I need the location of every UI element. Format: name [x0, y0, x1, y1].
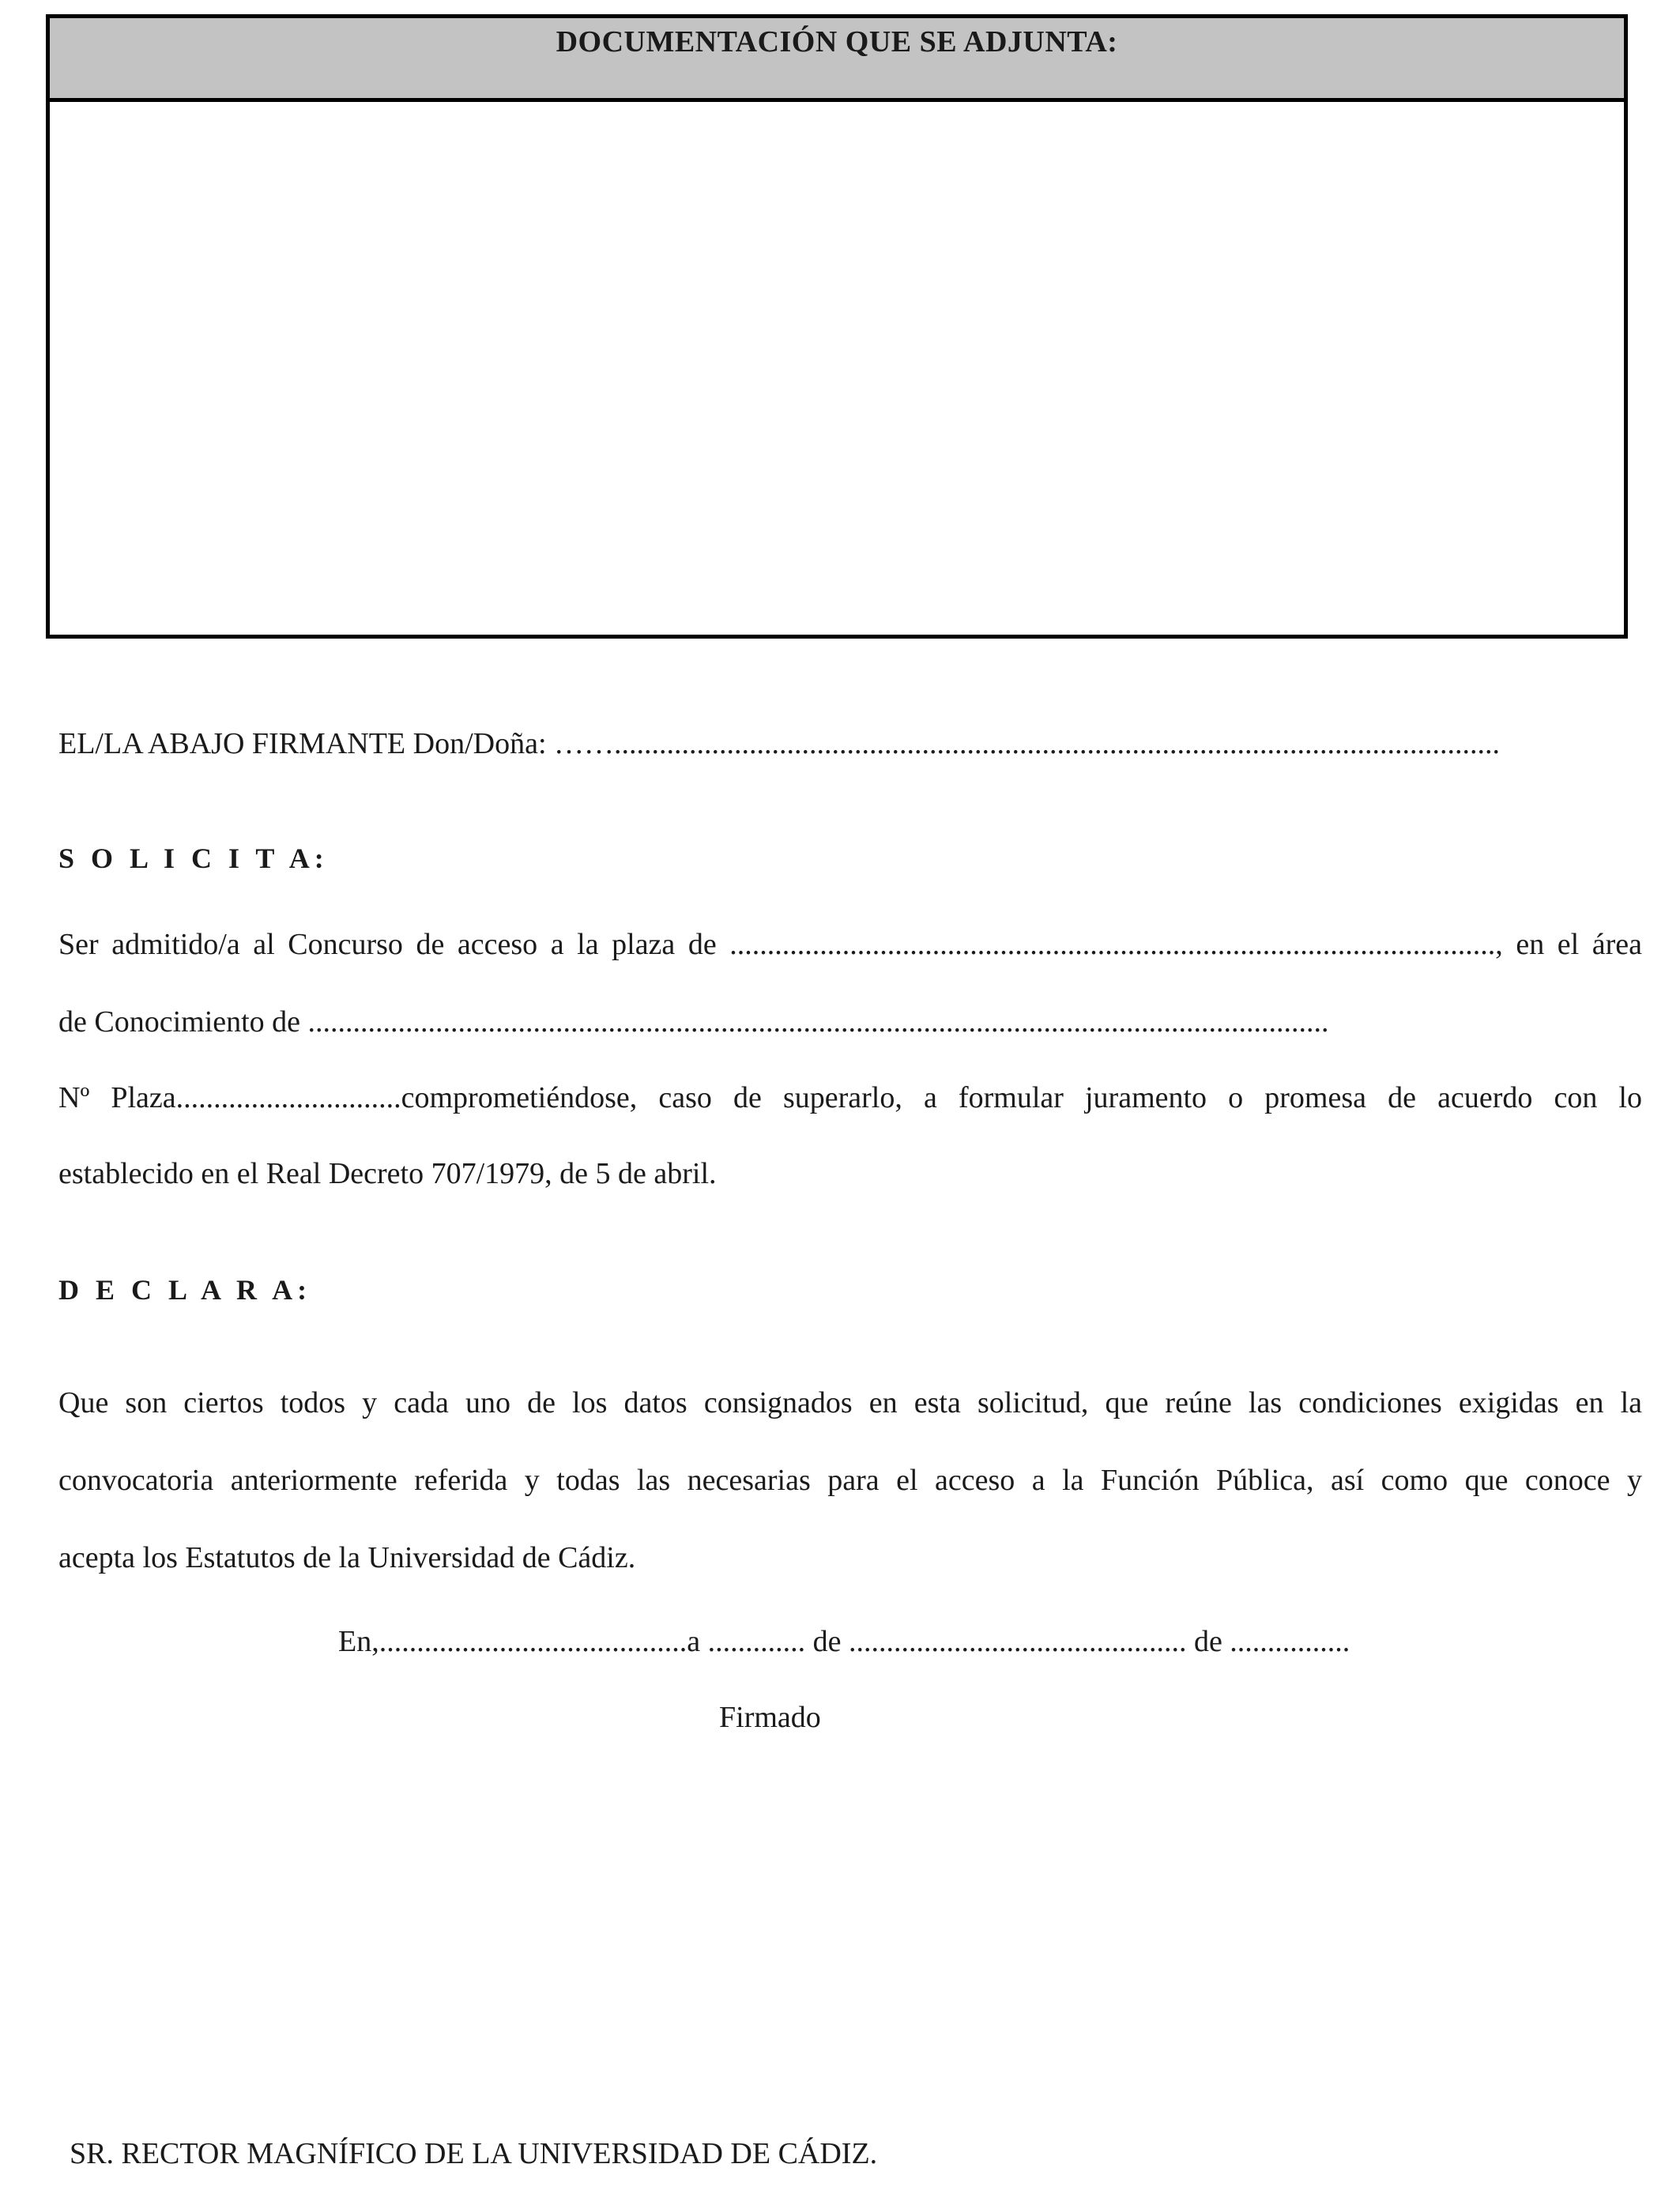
documentation-box-title: DOCUMENTACIÓN QUE SE ADJUNTA:: [50, 18, 1624, 102]
declara-line-1: Que son ciertos todos y cada uno de los datos consignados en esta solicitud, que reúne las condiciones exigidas en la: [58, 1386, 1642, 1419]
solicita-heading: S O L I C I T A:: [58, 843, 329, 874]
signed-label: Firmado: [719, 1701, 821, 1734]
solicita-line-2: de Conocimiento de ........................................................................................................................................: [58, 1005, 1329, 1039]
date-line: En,.........................................a ............. de ............................................. de ................: [338, 1625, 1350, 1658]
documentation-box: [46, 14, 1628, 639]
signatory-line: EL/LA ABAJO FIRMANTE Don/Doña: ……......................................................................................................................: [58, 727, 1500, 760]
documentation-box-content[interactable]: [50, 102, 1624, 635]
addressee: SR. RECTOR MAGNÍFICO DE LA UNIVERSIDAD DE CÁDIZ.: [70, 2137, 878, 2170]
solicita-line-1: Ser admitido/a al Concurso de acceso a la plaza de ......................................................................................................, en el área: [58, 928, 1642, 961]
solicita-line-3: Nº Plaza..............................comprometiéndose, caso de superarlo, a formular juramento o promesa de acuerdo con lo: [58, 1081, 1642, 1114]
declara-line-3: acepta los Estatutos de la Universidad de Cádiz.: [58, 1541, 636, 1574]
declara-heading: D E C L A R A:: [58, 1274, 312, 1306]
declara-line-2: convocatoria anteriormente referida y todas las necesarias para el acceso a la Función Pública, así como que conoce y: [58, 1464, 1642, 1497]
solicita-line-4: establecido en el Real Decreto 707/1979, de 5 de abril.: [58, 1157, 717, 1190]
